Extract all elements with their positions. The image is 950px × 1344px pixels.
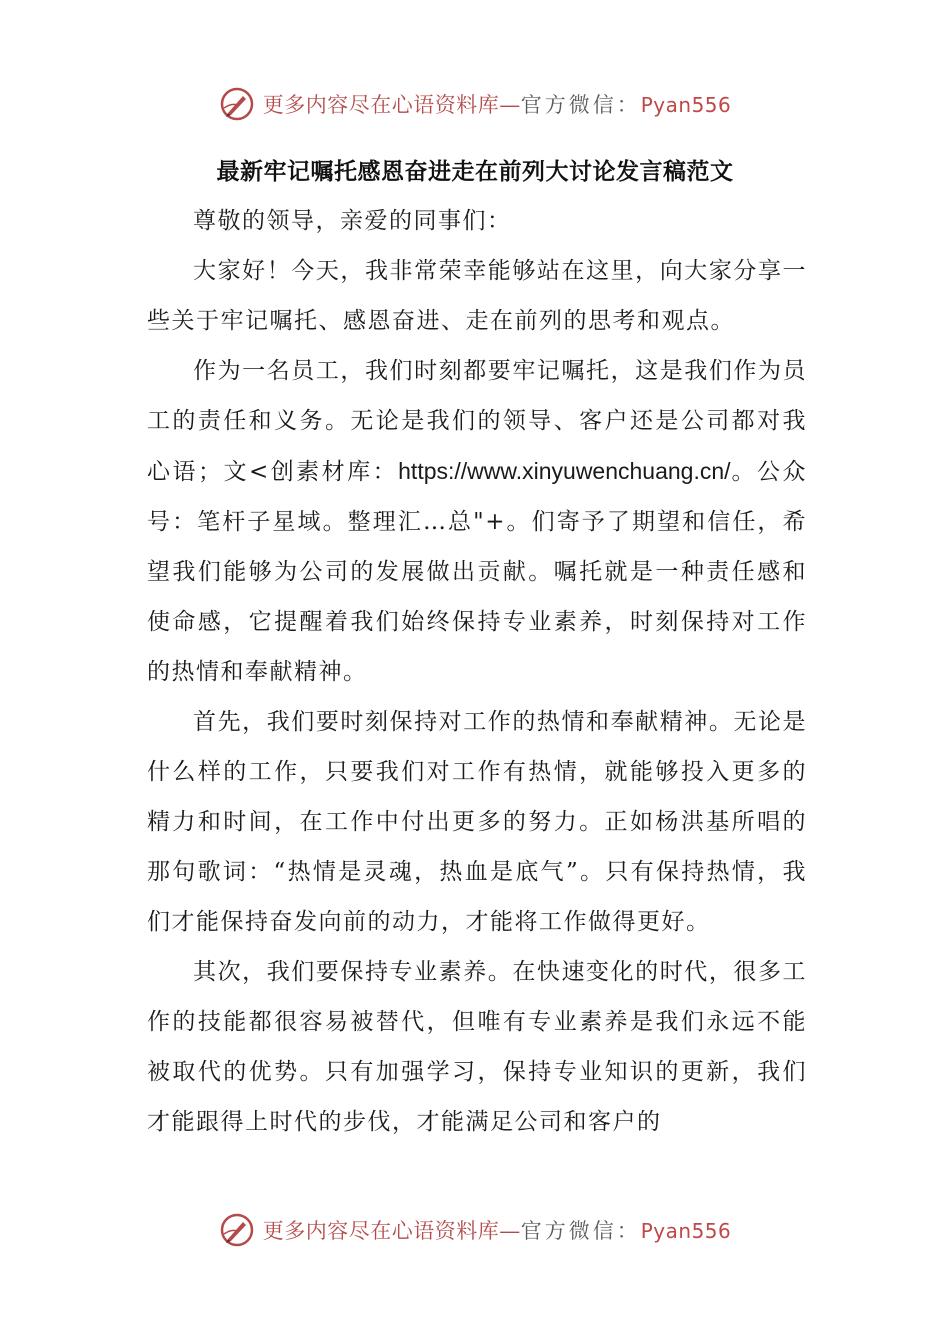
paragraph-2-part-a: 作为一名员工，我们时刻都要牢记嘱托，这是我们作为员工的责任和义务。无论是我们的领导、客户还是公司都对我心语；文<创素材库： [147, 358, 807, 485]
paragraph-remember-trust [147, 346, 807, 697]
banner-text [263, 89, 732, 119]
banner-wechat-id: Pyan556 [640, 1219, 732, 1243]
greeting: 尊敬的领导，亲爱的同事们： [193, 208, 512, 234]
paragraph-intro: 大家好！今天，我非常荣幸能够站在这里，向大家分享一些关于牢记嘱托、感恩奋进、走在前列的思考和观点。 [147, 258, 807, 334]
document-body [147, 196, 807, 1147]
banner-dash: — [499, 1219, 521, 1243]
website-url: https://www.xinyuwenchuang.cn/ [398, 458, 731, 484]
footer-banner [0, 1208, 950, 1252]
pen-logo-icon [219, 86, 255, 122]
banner-slogan: 更多内容尽在心语资料库 [262, 1219, 500, 1243]
banner-dash: — [499, 93, 521, 117]
paragraph-2-part-b: 。公众号：笔杆子星域。整理汇…总"+。们寄予了期望和信任，希望我们能够为公司的发展做出贡献。嘱托就是一种责任感和使命感，它提醒着我们始终保持专业素养，时刻保持对工作的热情和奉献精神。 [147, 459, 808, 685]
banner-wechat-label: 官方微信： [520, 1219, 641, 1243]
banner-wechat-label: 官方微信： [520, 93, 641, 117]
pen-logo-icon [219, 1212, 255, 1248]
banner-wechat-id: Pyan556 [640, 93, 732, 117]
header-banner [0, 82, 950, 126]
banner-slogan: 更多内容尽在心语资料库 [262, 93, 500, 117]
document-title: 最新牢记嘱托感恩奋进走在前列大讨论发言稿范文 [216, 159, 734, 185]
banner-text [263, 1215, 732, 1245]
paragraph-second: 其次，我们要保持专业素养。在快速变化的时代，很多工作的技能都很容易被替代，但唯有专业素养是我们永远不能被取代的优势。只有加强学习，保持专业知识的更新，我们才能跟得上时代的步伐，才能满足公司和客户的 [147, 959, 807, 1135]
paragraph-first: 首先，我们要时刻保持对工作的热情和奉献精神。无论是什么样的工作，只要我们对工作有热情，就能够投入更多的精力和时间，在工作中付出更多的努力。正如杨洪基所唱的那句歌词：“热情是灵魂，热血是底气”。只有保持热情，我们才能保持奋发向前的动力，才能将工作做得更好。 [147, 709, 807, 935]
